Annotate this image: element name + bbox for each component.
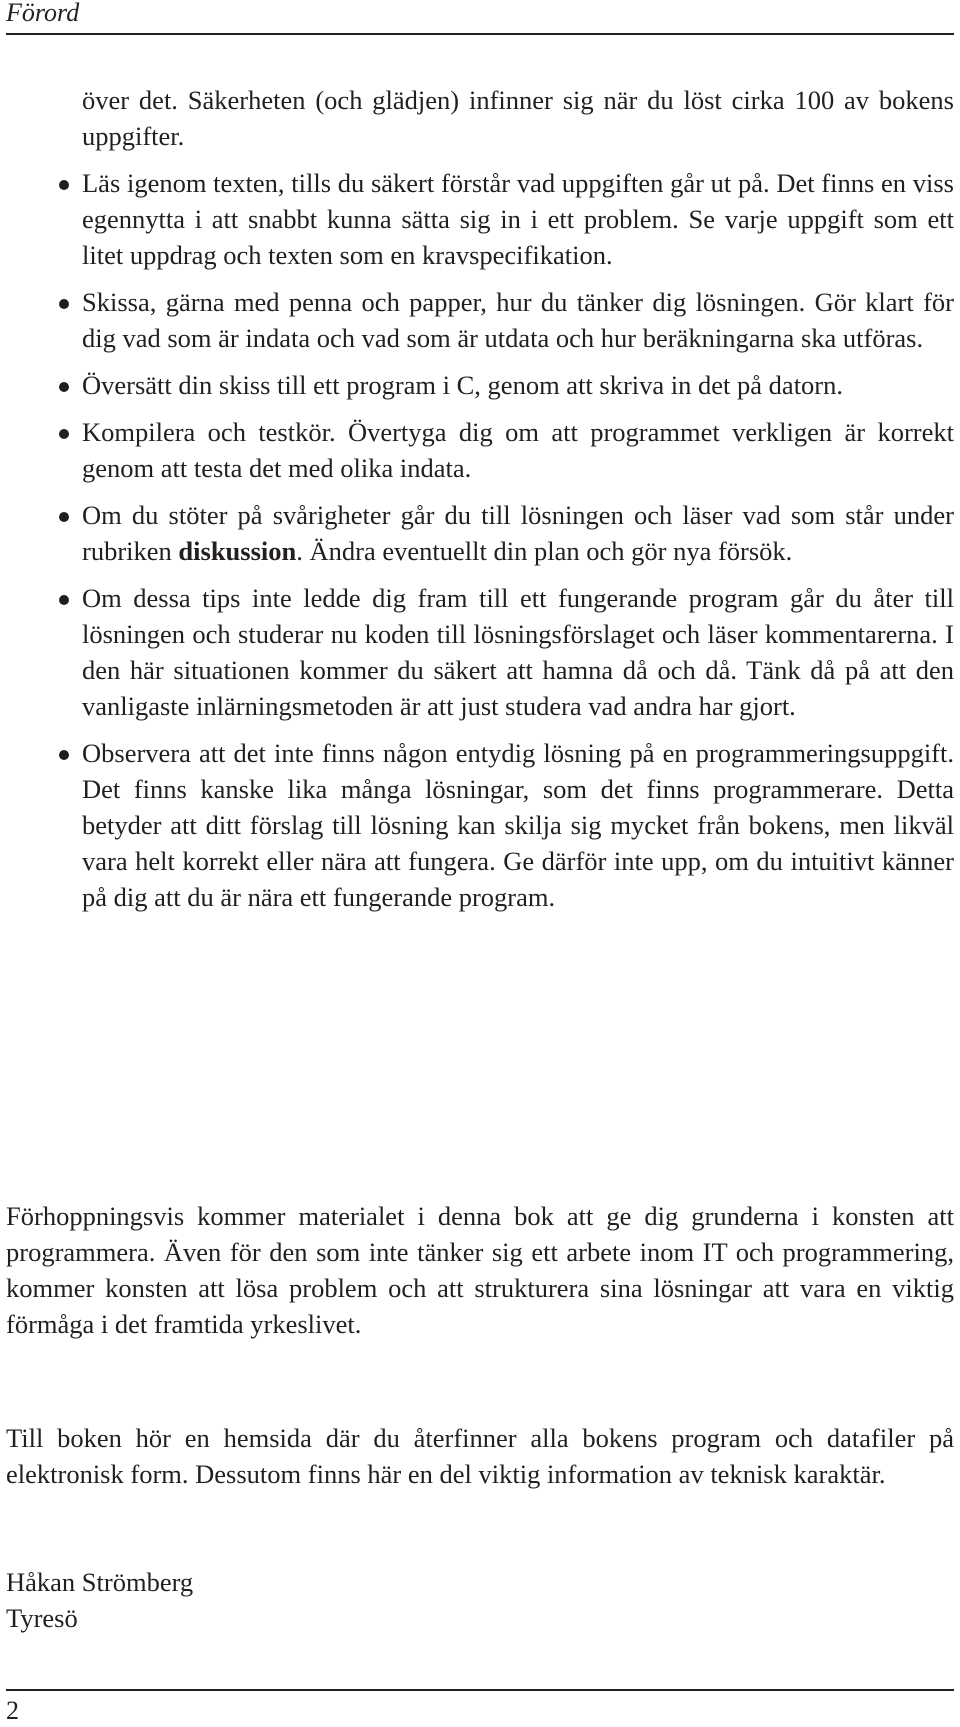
page-number: 2: [6, 1696, 19, 1725]
list-item: [82, 414, 954, 486]
body-paragraph: Förhoppningsvis kommer materialet i denna bok att ge dig grunderna i konsten att programmera. Även för den som inte tänker sig ett arbete inom IT och programmering, kommer konsten att lösa problem och att strukturera sina lösningar att vara en viktig förmåga i det framtida yrkeslivet.: [6, 1201, 954, 1339]
bullet-icon: [59, 299, 69, 309]
body-paragraph: Till boken hör en hemsida där du återfinner alla bokens program och datafiler på elektronisk form. Dessutom finns här en del viktig information av teknisk karaktär.: [6, 1423, 954, 1489]
bullet-icon: [59, 512, 69, 522]
list-item: [82, 165, 954, 273]
bullet-icon: [59, 180, 69, 190]
signature-block: [6, 1564, 193, 1636]
bold-term: diskussion: [178, 536, 297, 566]
list-item: [82, 497, 954, 569]
list-item-text-before: Om du stöter på svårigheter går du till lösningen och läser vad som står under rubriken: [82, 500, 954, 566]
list-item-text: Skissa, gärna med penna och papper, hur du tänker dig lösningen. Gör klart för dig vad som är indata och vad som är utdata och hur beräkningarna ska utföras.: [82, 287, 954, 353]
list-item: [82, 735, 954, 915]
list-item-text: Läs igenom texten, tills du säkert förstår vad uppgiften går ut på. Det finns en viss egennytta i att snabbt kunna sätta sig in i ett problem. Se varje uppgift som ett litet uppdrag och texten som en kravspecifikation.: [82, 168, 954, 270]
continuation-paragraph: över det. Säkerheten (och glädjen) infinner sig när du löst cirka 100 av bokens uppgifter.: [82, 85, 954, 151]
footer-rule: [6, 1689, 954, 1691]
bullet-icon: [59, 750, 69, 760]
bullet-icon: [59, 382, 69, 392]
list-item: [82, 580, 954, 724]
running-head-title: Förord: [6, 0, 80, 27]
author-place: Tyresö: [6, 1603, 78, 1633]
list-item-text-after: . Ändra eventuellt din plan och gör nya försök.: [296, 536, 793, 566]
list-item-text: Observera att det inte finns någon entydig lösning på en programmeringsuppgift. Det finns kanske lika många lösningar, som det finns programmerare. Detta betyder att ditt förslag till lösning kan skilja sig mycket från bokens, men likväl vara helt korrekt eller nära att fungera. Ge därför inte upp, om du intuitivt känner på dig att du är nära ett fungerande program.: [82, 738, 954, 912]
bullet-icon: [59, 595, 69, 605]
list-item: [82, 284, 954, 356]
list-item-text: [82, 497, 954, 569]
tips-list: [82, 82, 954, 926]
list-item-text: Om dessa tips inte ledde dig fram till ett fungerande program går du åter till lösningen och studerar nu koden till lösningsförslaget och läser kommentarerna. I den här situationen kommer du säkert att hamna då och då. Tänk då på att den vanligaste inlärningsmetoden är att just studera vad andra har gjort.: [82, 583, 954, 721]
list-item-text: Översätt din skiss till ett program i C, genom att skriva in det på datorn.: [82, 370, 844, 400]
page-header: [6, 0, 954, 35]
author-name: Håkan Strömberg: [6, 1567, 194, 1597]
list-item-text: Kompilera och testkör. Övertyga dig om att programmet verkligen är korrekt genom att testa det med olika indata.: [82, 417, 954, 483]
bullet-icon: [59, 429, 69, 439]
list-item: [82, 367, 954, 403]
